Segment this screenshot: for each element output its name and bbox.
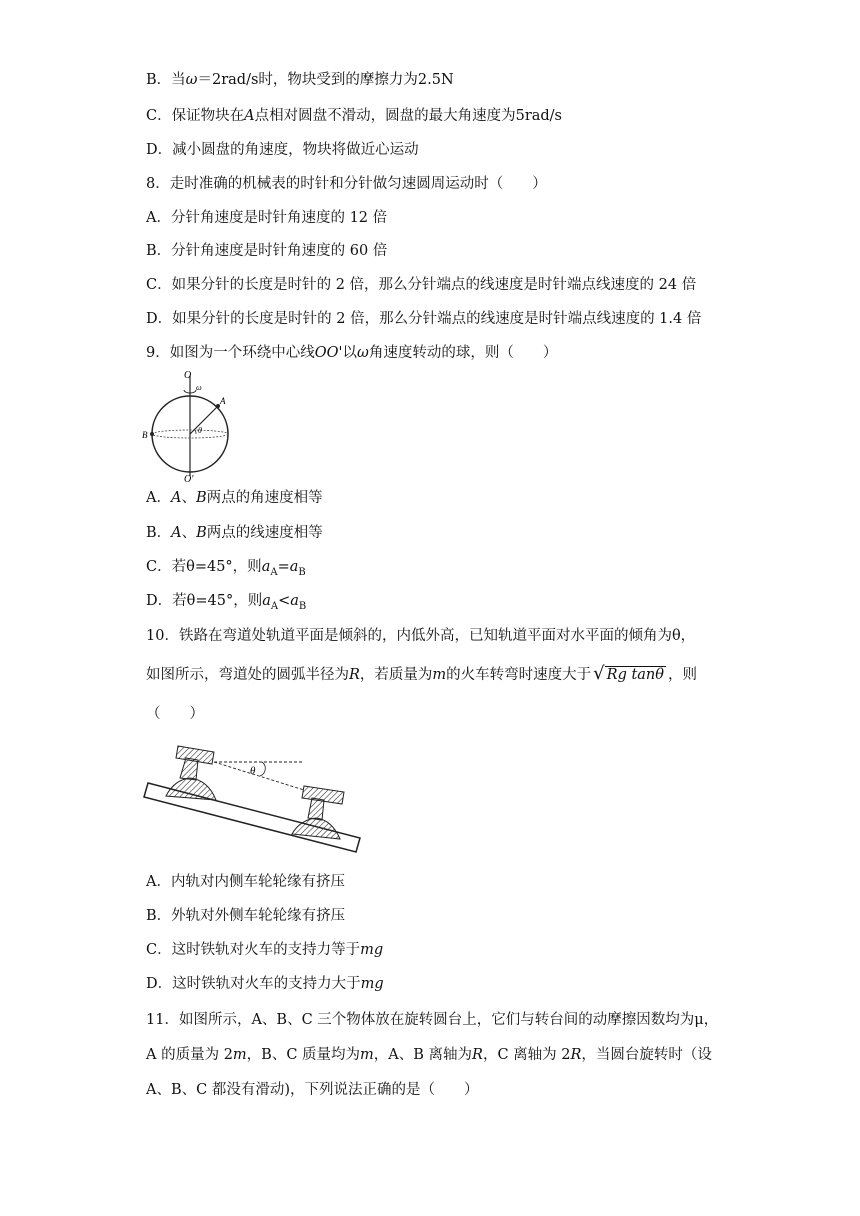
var: A bbox=[171, 525, 182, 541]
label-o-top: O bbox=[184, 370, 192, 381]
q10-option-a: A．内轨对内侧车轮轮缘有挤压 bbox=[146, 874, 345, 890]
text: 的火车转弯时速度大于 bbox=[446, 667, 592, 683]
axis-label: OO' bbox=[314, 345, 343, 361]
outer-rail bbox=[292, 786, 344, 839]
text: < bbox=[278, 593, 291, 609]
var-m: m bbox=[232, 1047, 247, 1063]
var-r: R bbox=[570, 1047, 582, 1063]
text: 点相对圆盘不滑动，圆盘的最大角速度为5rad/s bbox=[254, 108, 563, 124]
incline-dashed-line bbox=[214, 762, 304, 790]
radius-to-a bbox=[190, 406, 218, 434]
subscript: A bbox=[270, 566, 278, 578]
q10-option-b: B．外轨对外侧车轮轮缘有挤压 bbox=[146, 908, 346, 924]
text: ，若质量为 bbox=[359, 667, 433, 683]
text: 以 bbox=[342, 345, 357, 361]
var: a bbox=[262, 593, 271, 609]
point-b bbox=[150, 432, 154, 436]
text: ＝2rad/s bbox=[197, 72, 259, 88]
q8-option-d: D．如果分针的长度是时针的 2 倍，那么分针端点的线速度是时针端点线速度的 1.4 倍 bbox=[146, 311, 702, 327]
q9-option-b bbox=[146, 523, 323, 543]
text: 如图所示，弯道处的圆弧半径为 bbox=[146, 667, 349, 683]
text: 时，物块受到的摩擦力为2.5N bbox=[258, 72, 454, 88]
var: a bbox=[290, 593, 299, 609]
var-r: R bbox=[349, 667, 360, 683]
text: 9．如图为一个环绕中心线 bbox=[146, 345, 315, 361]
text: = bbox=[277, 559, 290, 575]
q10-option-d bbox=[146, 974, 384, 994]
rotating-sphere-figure bbox=[140, 366, 240, 484]
var-r: R bbox=[472, 1047, 483, 1063]
var: B bbox=[195, 490, 207, 506]
subscript: A bbox=[270, 600, 279, 612]
var-a: A bbox=[244, 108, 255, 124]
q10-line3: （ ） bbox=[146, 706, 204, 722]
text: 两点的线速度相等 bbox=[206, 525, 323, 541]
q8-option-b: B．分针角速度是时针角速度的 60 倍 bbox=[146, 243, 388, 259]
text: A 的质量为 2 bbox=[146, 1047, 233, 1063]
var-m: m bbox=[360, 1047, 374, 1063]
theta-arc bbox=[260, 762, 265, 776]
q7-option-b bbox=[146, 70, 454, 90]
q10-line2 bbox=[146, 664, 697, 685]
q10-line1: 10．铁路在弯道处轨道平面是倾斜的，内低外高，已知轨道平面对水平面的倾角为θ， bbox=[146, 628, 696, 644]
text: ，B、C 质量均为 bbox=[246, 1047, 361, 1063]
q11-line3: A、B、C 都没有滑动)，下列说法正确的是（ ） bbox=[146, 1082, 479, 1098]
var-mg: mg bbox=[360, 976, 384, 992]
text: C．这时铁轨对火车的支持力等于 bbox=[146, 942, 361, 958]
text: ，A、B 离轴为 bbox=[373, 1047, 473, 1063]
text: B． bbox=[146, 525, 172, 541]
theta-arc bbox=[195, 430, 197, 435]
q9-option-a bbox=[146, 488, 323, 508]
q9-option-c bbox=[146, 557, 306, 583]
text: 角速度转动的球，则（ ） bbox=[368, 345, 558, 361]
var: a bbox=[289, 559, 299, 575]
banked-track-figure bbox=[140, 740, 365, 860]
var: a bbox=[261, 559, 271, 575]
q11-line2 bbox=[146, 1045, 712, 1065]
omega-symbol: ω bbox=[357, 345, 369, 361]
text: 、 bbox=[181, 490, 196, 506]
var-m: m bbox=[432, 667, 447, 683]
inner-rail bbox=[166, 746, 216, 800]
text: ，当圆台旋转时（设 bbox=[581, 1047, 712, 1063]
var: B bbox=[196, 525, 207, 541]
label-theta: θ bbox=[198, 426, 202, 435]
text: 、 bbox=[181, 525, 197, 541]
q7-option-d: D．减小圆盘的角速度，物块将做近心运动 bbox=[146, 142, 419, 158]
label-a: A bbox=[220, 396, 226, 406]
omega-symbol: ω bbox=[185, 72, 198, 88]
text: C．若θ=45°，则 bbox=[146, 559, 262, 575]
q8-option-a: A．分针角速度是时针角速度的 12 倍 bbox=[146, 210, 388, 226]
text: C．保证物块在 bbox=[146, 108, 245, 124]
label-omega: ω bbox=[196, 383, 202, 392]
label-b: B bbox=[142, 430, 148, 440]
q10-option-c bbox=[146, 940, 383, 960]
text: ，则 bbox=[668, 667, 698, 683]
text: ，C 离轴为 2 bbox=[482, 1047, 571, 1063]
text: B．当 bbox=[146, 72, 186, 88]
subscript: B bbox=[298, 566, 306, 578]
q11-line1: 11．如图所示，A、B、C 三个物体放在旋转圆台上，它们与转台间的动摩擦因数均为μ， bbox=[146, 1012, 719, 1028]
sqrt-expression: √ Rg tanθ bbox=[593, 663, 665, 684]
subscript: B bbox=[298, 600, 307, 612]
q8-stem: 8．走时准确的机械表的时针和分针做匀速圆周运动时（ ） bbox=[146, 176, 547, 192]
var-mg: mg bbox=[360, 942, 384, 958]
text: D．这时铁轨对火车的支持力大于 bbox=[146, 976, 361, 992]
sqrt-content: Rg tanθ bbox=[606, 667, 665, 683]
q7-option-c bbox=[146, 106, 562, 126]
var: A bbox=[170, 490, 182, 506]
q9-option-d bbox=[146, 591, 306, 617]
text: A． bbox=[146, 490, 171, 506]
text: D．若θ=45°，则 bbox=[146, 593, 263, 609]
label-o-bottom: O' bbox=[184, 474, 194, 484]
label-theta: θ bbox=[250, 765, 256, 777]
text: 两点的角速度相等 bbox=[206, 490, 323, 506]
q8-option-c: C．如果分针的长度是时针的 2 倍，那么分针端点的线速度是时针端点线速度的 24 倍 bbox=[146, 277, 697, 293]
q9-stem bbox=[146, 343, 557, 363]
